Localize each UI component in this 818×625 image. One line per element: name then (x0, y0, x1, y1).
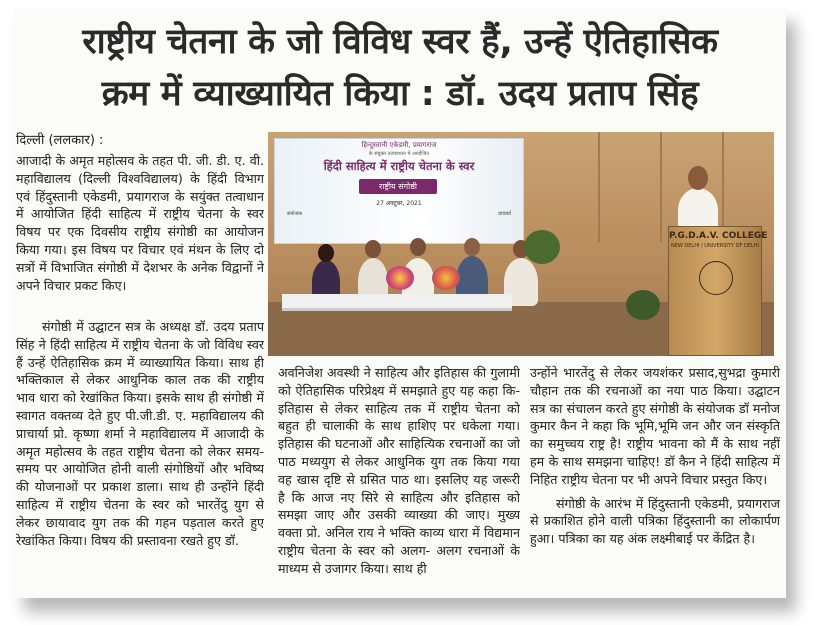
podium-sublabel: NEW DELHI / UNIVERSITY OF DELHI (670, 243, 760, 249)
banner-left-label: संयोजक (287, 211, 303, 217)
banner-organizer: हिन्दुस्तानी एकेडमी, प्रयागराज (361, 141, 437, 149)
potted-plant (524, 230, 560, 264)
flower-bouquet (386, 266, 414, 290)
paragraph: आजादी के अमृत महोत्सव के तहत पी. जी. डी. ए. वी. महाविद्यालय (दिल्ली विश्वविद्यालय) के हिंदी विभाग एवं हिंदुस्तानी एकेडमी, प्रयागराज के सयुंक्त तत्वाधान में आयोजित हिंदी साहित्य में राष्ट्रीय चेतना के स्वर विषय पर एक दिवसीय राष्ट्रीय संगोष्ठी का आयोजन किया गया। इस विषय पर विचार एवं मंथन के लिए दो सत्रों में विभाजित संगोष्ठी में देशभर के अनेक विद्वानों ने अपने विचार प्रकट किए। (16, 153, 264, 293)
stage-table (282, 294, 512, 311)
headline-line-2: क्रम में व्याख्यायित किया : डॉ. उदय प्रताप सिंह (101, 74, 699, 114)
paragraph: संगोष्ठी के आरंभ में हिंदुस्तानी एकेडमी, प्रयागराज से प्रकाशित होने वाली पत्रिका हिंदुस्तानी का लोकार्पण हुआ। पत्रिका का यह अंक लक्ष्मीबाई पर केंद्रित है। (530, 495, 780, 547)
podium (668, 226, 768, 356)
banner-subtitle: के संयुक्त तत्वावधान में आयोजित (368, 151, 430, 157)
column-3 (530, 364, 780, 590)
column-1-paragraph-2 (16, 318, 264, 584)
person-head (410, 238, 426, 256)
flower-bouquet (432, 266, 460, 290)
wall-panel (600, 132, 662, 242)
banner-right-label: प्राचार्या (498, 211, 511, 217)
column-1-paragraph-1 (16, 152, 264, 318)
college-emblem (699, 261, 733, 295)
banner-tag: राष्ट्रीय संगोष्ठी (359, 179, 437, 194)
paragraph: उन्होंने भारतेंदु से लेकर जयशंकर प्रसाद,सुभद्रा कुमारी चौहान तक की रचनाओं का नया पाठ किया। उद्घाटन सत्र का संचालन करते हुए संगोष्ठी के संयोजक डॉ मनोज कुमार कैन ने कहा कि भूमि,भूमि जन और जन संस्कृति का समुच्चय राष्ट्र है! राष्ट्रीय भावना को मैं के साथ नहीं हम के साथ समझना चाहिए! डॉ कैन ने हिंदी साहित्य में निहित राष्ट्रीय चेतना पर भी अपने विचार प्रस्तुत किए। (530, 365, 780, 487)
banner-title: हिंदी साहित्य में राष्ट्रीय चेतना के स्वर (323, 159, 475, 173)
speaker-head (688, 166, 708, 190)
wall-panel (538, 132, 600, 242)
event-photo (268, 132, 774, 356)
news-clipping (14, 8, 786, 598)
potted-plant (626, 290, 660, 320)
headline-line-1: राष्ट्रीय चेतना के जो विविध स्वर हैं, उन्हें ऐतिहासिक (82, 22, 718, 62)
paragraph: संगोष्ठी में उद्घाटन सत्र के अध्यक्ष डॉ. उदय प्रताप सिंह ने हिंदी साहित्य में राष्ट्रीय चेतना के जो विविध स्वर हैं उन्हें ऐतिहासिक क्रम में व्याख्यायित किया। साथ ही भक्तिकाल से लेकर आधुनिक काल तक की राष्ट्रीय भाव धारा को रेखांकित किया। इसके साथ ही संगोष्ठी में स्वागत वक्तव्य देते हुए पी.जी.डी. ए. महाविद्यालय की प्राचार्या प्रो. कृष्णा शर्मा ने महाविद्यालय में आजादी के अमृत महोत्सव के तहत राष्ट्रीय चेतना को लेकर समय-समय पर आयोजित होनी वाली संगोष्ठियों और भविष्य की योजनाओं पर प्रकाश डाला। साथ ही उन्होंने हिंदी साहित्य में राष्ट्रीय चेतना के स्वर को भारतेंदु युग से लेकर छायावाद युग तक की गहन पड़ताल करते हुए रेखांकित किया। विषय की प्रस्तावना रखते हुए डॉ. (16, 319, 264, 548)
event-banner (274, 138, 524, 244)
podium-label: P.G.D.A.V. COLLEGE (669, 231, 768, 241)
person-head (318, 244, 334, 262)
banner-date: 27 अक्टूबर, 2021 (376, 200, 422, 207)
person-head (365, 240, 381, 258)
column-2 (278, 364, 520, 590)
paragraph: अवनिजेश अवस्थी ने साहित्य और इतिहास की गुलामी को ऐतिहासिक परिप्रेक्ष्य में समझाते हुए यह कहा कि- इतिहास से लेकर साहित्य तक में राष्ट्रीय चेतना को बहुत ही चालाकी के साथ हाशिए पर धकेला गया। इतिहास की घटनाओं और साहित्यिक रचनाओं का जो पाठ मध्ययुग से लेकर आधुनिक युग तक किया गया वह खास दृष्टि से ग्रसित पाठ था। इसलिए यह जरूरी है कि आज नए सिरे से साहित्य और इतिहास को समझा जाए और उसकी व्याख्या की जाए। मुख्य वक्ता प्रो. अनिल राय ने भक्ति काव्य धारा में विद्यमान राष्ट्रीय चेतना के स्वर को अलग- अलग रचनाओं के माध्यम से उजागर किया। साथ ही (278, 365, 520, 576)
dateline: दिल्ली (ललकार) : (16, 133, 104, 148)
person-head (464, 238, 480, 256)
